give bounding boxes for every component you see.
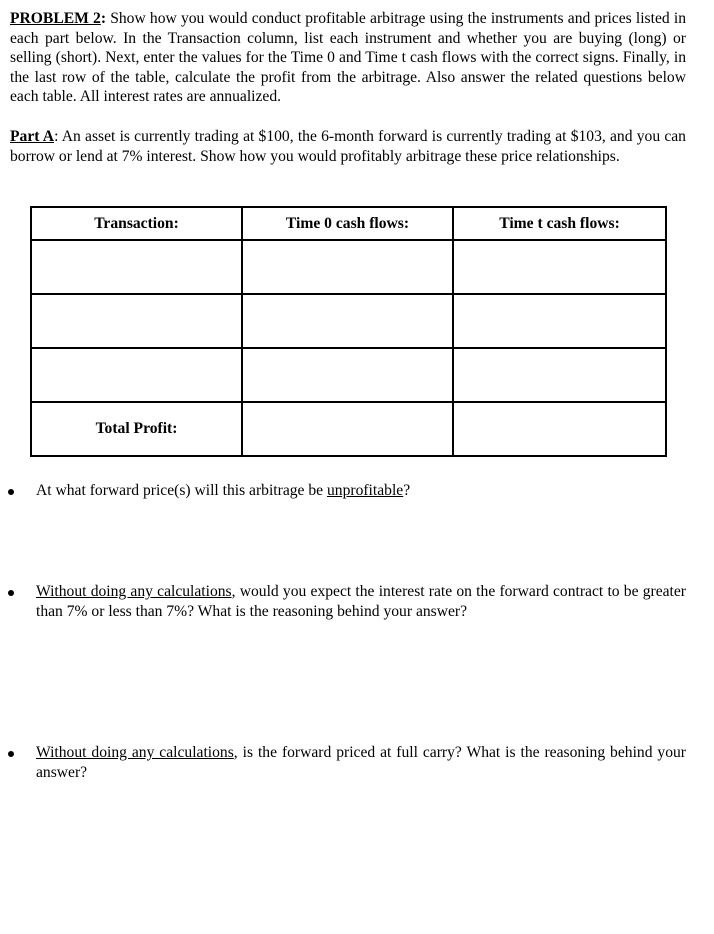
total-time0-cell[interactable]	[242, 402, 453, 456]
question-unprofitable-price	[36, 481, 686, 501]
question-forward-interest-rate	[36, 582, 686, 621]
part-a-label-colon: :	[54, 128, 59, 145]
bullet-icon	[8, 751, 14, 757]
header-time0-cash-flows: Time 0 cash flows:	[242, 207, 453, 240]
total-profit-label: Total Profit:	[31, 402, 242, 456]
part-a-text: An asset is currently trading at $100, the 6-month forward is currently trading at $103, and you can borrow or lend at 7% interest. Show how you would profitably arbitrage these price relationships.	[10, 128, 686, 165]
time0-cell[interactable]	[242, 294, 453, 348]
time0-cell[interactable]	[242, 348, 453, 402]
transaction-cell[interactable]	[31, 294, 242, 348]
header-timet-cash-flows: Time t cash flows:	[453, 207, 666, 240]
arbitrage-table	[30, 206, 667, 457]
table-row	[31, 240, 666, 294]
table-row	[31, 294, 666, 348]
transaction-cell[interactable]	[31, 240, 242, 294]
header-transaction: Transaction:	[31, 207, 242, 240]
problem-label-colon: :	[100, 10, 107, 27]
q1-text-after: ?	[403, 482, 411, 499]
timet-cell[interactable]	[453, 348, 666, 402]
q3-text-after: , is the forward priced at full carry? What is the reasoning behind your answer?	[36, 744, 687, 781]
transaction-cell[interactable]	[31, 348, 242, 402]
q1-text-before: At what forward price(s) will this arbitrage be	[36, 482, 327, 499]
q2-text-after: , would you expect the interest rate on the forward contract to be greater than 7% or less than 7%? What is the reasoning behind your answer?	[36, 583, 686, 620]
part-a-label: Part A	[10, 128, 55, 145]
part-a-statement	[10, 127, 686, 166]
table-header-row	[31, 207, 666, 240]
timet-cell[interactable]	[453, 240, 666, 294]
q2-underlined: Without doing any calculations	[36, 583, 232, 600]
bullet-icon	[8, 489, 14, 495]
q3-underlined: Without doing any calculations	[36, 744, 234, 761]
bullet-icon	[8, 590, 14, 596]
problem-text: Show how you would conduct profitable arbitrage using the instruments and prices listed in each part below. In the Transaction column, list each instrument and whether you are buying (long) or selling (short). Next, enter the values for the Time 0 and Time t cash flows with the correct signs. Finally, in the last row of the table, calculate the profit from the arbitrage. Also answer the related questions below each table. All interest rates are annualized.	[10, 10, 686, 106]
total-timet-cell[interactable]	[453, 402, 666, 456]
timet-cell[interactable]	[453, 294, 666, 348]
total-profit-row	[31, 402, 666, 456]
q1-underlined: unprofitable	[326, 482, 404, 499]
question-full-carry	[36, 743, 686, 782]
table-row	[31, 348, 666, 402]
problem-label: PROBLEM 2	[10, 10, 101, 27]
problem-statement	[10, 9, 686, 107]
time0-cell[interactable]	[242, 240, 453, 294]
